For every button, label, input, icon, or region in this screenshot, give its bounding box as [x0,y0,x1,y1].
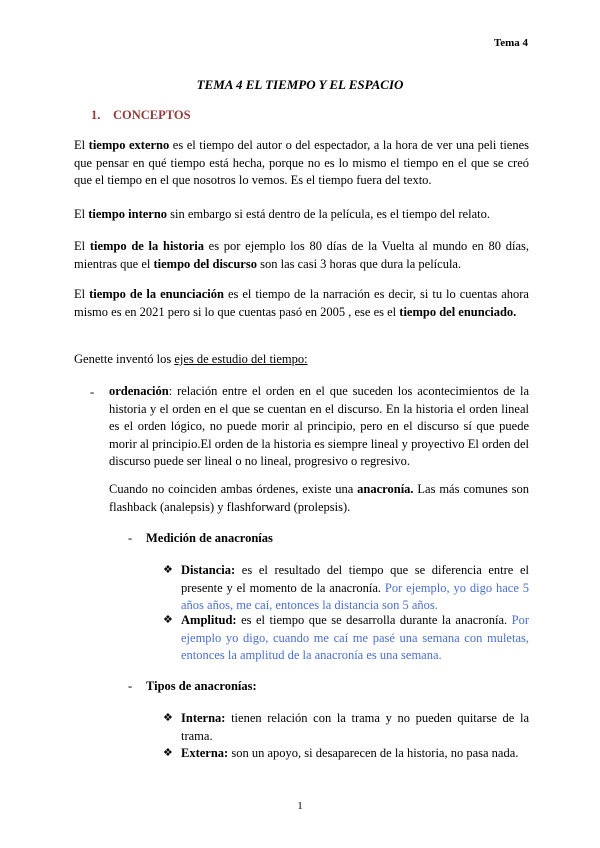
page-number: 1 [297,800,303,812]
paragraph-tiempo-enunciacion: El tiempo de la enunciación es el tiempo de la narración es decir, si tu lo cuentas ahora mismo es en 2021 pero si lo que cuentas pasó en 2005 , ese es el tiempo del enunciado. [74,287,529,319]
paragraph-tiempo-interno: El tiempo interno sin embargo si está dentro de la película, es el tiempo del relato. [74,207,490,221]
subheading-medicion [128,530,273,548]
term-tiempo-discurso: tiempo del discurso [153,256,257,271]
subheading-tipos [128,678,257,696]
section-heading [91,108,191,123]
list-item-externa: Externa: son un apoyo, si desaparecen de la historia, no pasa nada. [181,746,519,760]
list-item-interna: Interna: tienen relación con la trama y no pueden quitarse de la trama. [181,711,529,743]
section-title: CONCEPTOS [113,108,191,122]
paragraph-anacronia: Cuando no coinciden ambas órdenes, existe una anacronía. Las más comunes son flashback (analepsis) y flashforward (prolepsis). [109,482,529,514]
list-item-amplitud: Amplitud: es el tiempo que se desarrolla durante la anacronía. Por ejemplo yo digo, cuando me caí me pasé una semana con muletas, entonces la amplitud de la anacronía es una semana. [181,613,529,662]
list-item-distancia: Distancia: es el resultado del tiempo que se diferencia entre el presente y el momento de la anacronía. Por ejemplo, yo digo hace 5 años años, me caí, entonces la distancia son 5 años. [181,563,530,612]
subheading-medicion-title: Medición de anacronías [146,531,273,545]
term-anacronia: anacronía. [357,482,414,496]
running-header: Tema 4 [493,37,528,49]
dash-bullet: - [90,385,95,399]
diamond-bullet-icon: ❖ [163,747,173,759]
example-amplitud: Por ejemplo yo digo, cuando me caí me pasé una semana con muletas, entonces la amplitud de la anacronía es una semana. [181,613,529,662]
term-tiempo-externo: tiempo externo [88,138,170,152]
term-tiempo-interno: tiempo interno [88,207,168,221]
page-title: TEMA 4 EL TIEMPO Y EL ESPACIO [196,77,404,92]
subheading-marker: - [128,679,133,693]
diamond-bullet-icon: ❖ [163,614,173,626]
subheading-marker: - [128,531,133,545]
diamond-bullet-icon: ❖ [163,564,173,576]
term-tiempo-enunciacion: tiempo de la enunciación [89,287,224,301]
paragraph-tiempo-externo: El tiempo externo es el tiempo del autor o del espectador, a la hora de ver una peli tienes que pensar en qué tiempo está hecha, porque no es lo mismo el tiempo en el que se creó que el tiempo en el que nosotros lo vemos. Es el tiempo fuera del texto. [74,138,529,187]
term-ordenacion: ordenación [109,384,169,398]
subheading-tipos-title: Tipos de anacronías: [146,679,257,693]
section-number: 1. [91,108,101,122]
term-tiempo-historia: tiempo de la historia [89,239,204,253]
paragraph-genette: Genette inventó los ejes de estudio del tiempo: [74,352,308,366]
term-tiempo-enunciado: tiempo del enunciado. [399,304,517,319]
ejes-estudio-link: ejes de estudio del tiempo: [174,352,308,366]
diamond-bullet-icon: ❖ [163,712,173,724]
paragraph-ordenacion: ordenación: relación entre el orden en el que suceden los acontecimientos de la historia y el orden en el que se cuentan en el discurso. En la historia el orden lineal es el orden lógico, no puede morir al principio, pero en el discurso sí que puede morir al principio.El orden de la historia es siempre lineal y proyectivo El orden del discurso puede ser lineal o no lineal, progresivo o regresivo. [109,384,529,468]
paragraph-tiempo-historia: El tiempo de la historia es por ejemplo los 80 días de la Vuelta al mundo en 80 días, mientras que el tiempo del discurso son las casi 3 horas que dura la película. [74,239,529,271]
example-distancia: Por ejemplo, yo digo hace 5 años años, me caí, entonces la distancia son 5 años. [181,580,530,612]
